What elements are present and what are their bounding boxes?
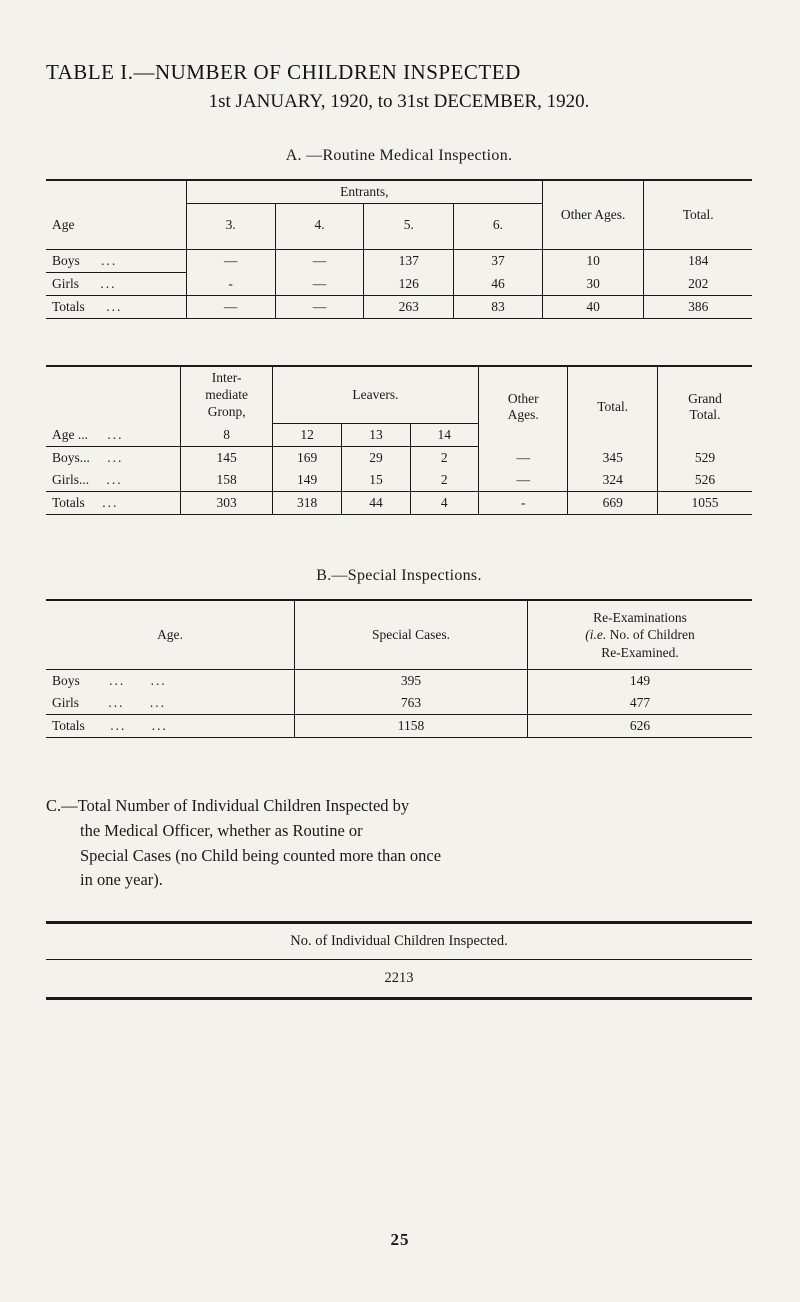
page-title: TABLE I.—NUMBER OF CHILDREN INSPECTED [46,60,521,84]
header-cell-leavers: Leavers. [272,366,478,424]
cell-boys-reexam: 149 [528,670,753,693]
cell-girls-total: 202 [644,273,752,296]
cell-girls-intermediate: 158 [181,469,273,492]
cell-girls-12: 149 [272,469,341,492]
row-dots: ... [102,495,119,511]
header-cell-age-5: 5. [364,204,454,250]
cell-boys-total: 184 [644,250,752,273]
cell-totals-4: — [275,296,364,319]
row-label-boys: Boys ... ... [52,673,167,689]
table-row-header-group [46,180,752,204]
table-individual-children [46,921,752,1000]
row-label-boys: Boys ... [46,250,186,273]
table-row-totals [46,715,752,738]
cell-girls-total: 324 [568,469,658,492]
table-row [46,692,752,715]
table-row-header-group [46,366,752,424]
cell-boys-14: 2 [410,447,478,470]
section-b-heading: B.—Special Inspections. [316,567,482,585]
header-cell-other-ages: Other Ages. [542,180,644,250]
header-cell-age: Age. [46,600,295,670]
cell-totals-reexam: 626 [528,715,753,738]
cell-boys-other: 10 [542,250,644,273]
table-row [46,250,752,273]
table-row-header [46,600,752,670]
header-cell-blank [46,180,186,204]
table-special-inspections [46,599,752,738]
row-dots-2: ... [151,718,168,734]
cell-boys-5: 137 [364,250,454,273]
row-dots-2: ... [149,695,166,711]
cell-girls-4: — [275,273,364,296]
table-row [46,670,752,693]
cell-totals-special: 1158 [295,715,528,738]
page-number: 25 [390,1230,410,1249]
header-cell-age: Age [52,216,75,232]
page-content [46,60,752,1000]
cell-boys-grand-total: 529 [657,447,752,470]
row-dots: ... [106,472,123,488]
cell-totals-3: — [186,296,275,319]
table-row-totals [46,296,752,319]
section-c-line-2: the Medical Officer, whether as Routine or [80,820,363,840]
cell-totals-intermediate: 303 [181,492,273,515]
row-dots: ... [106,299,123,314]
header-cell-age-8: 8 [181,424,273,447]
table-row-header [46,923,752,960]
table-row [46,273,752,296]
section-c-line-3: Special Cases (no Child being counted more than once [80,845,442,865]
header-cell-reexaminations: Re-Examinations (i.e. No. of Children Re-Examined. [528,600,753,670]
header-cell-entrants: Entrants, [186,180,542,204]
row-dots: ... [107,450,124,466]
row-dots: ... [109,673,126,689]
cell-individual-children-count: 2213 [46,960,752,999]
section-c-line-4: in one year). [80,870,163,890]
cell-girls-special: 763 [295,692,528,715]
cell-girls-other: 30 [542,273,644,296]
section-c-line-1: C.—Total Number of Individual Children Inspected by [46,796,410,816]
header-cell-other-ages: Other Ages. [478,366,568,447]
table-row [46,447,752,470]
header-cell-age: Age ... ... [46,424,181,447]
header-cell-age-13: 13 [342,424,410,447]
row-label-totals: Totals ... [46,492,181,515]
section-a-heading: A. —Routine Medical Inspection. [285,147,513,164]
cell-boys-total: 345 [568,447,658,470]
row-dots: ... [101,253,118,268]
header-cell-total: Total. [644,180,752,250]
cell-girls-other: — [478,469,568,492]
header-cell-age-12: 12 [272,424,341,447]
cell-totals-6: 83 [454,296,543,319]
cell-totals-12: 318 [272,492,341,515]
header-cell-intermediate-group: Inter- mediate Gronp, [181,366,273,424]
row-label-girls: Girls ... [52,276,117,291]
cell-boys-other: — [478,447,568,470]
table-row [46,960,752,999]
header-cell-age-6: 6. [454,204,543,250]
cell-totals-other: 40 [542,296,644,319]
cell-totals-other: - [478,492,568,515]
table-row-totals [46,492,752,515]
row-dots: ... [100,276,117,291]
row-dots: ... [110,718,127,734]
cell-totals-13: 44 [342,492,410,515]
cell-totals-total: 669 [568,492,658,515]
table-intermediate-leavers [46,365,752,515]
header-cell-total: Total. [568,366,658,447]
header-cell-age-14: 14 [410,424,478,447]
cell-boys-12: 169 [272,447,341,470]
cell-totals-total: 386 [644,296,752,319]
cell-girls-reexam: 477 [528,692,753,715]
page-subtitle: 1st JANUARY, 1920, to 31st DECEMBER, 1920. [208,91,590,112]
cell-girls-3: - [186,273,275,296]
row-label-girls: Girls ... ... [52,695,166,711]
header-cell-age-4: 4. [275,204,364,250]
header-cell-individual-children: No. of Individual Children Inspected. [46,923,752,960]
cell-totals-grand-total: 1055 [657,492,752,515]
header-dots: ... [107,426,124,442]
row-dots: ... [108,695,125,711]
cell-boys-6: 37 [454,250,543,273]
section-c-paragraph [46,794,752,893]
row-label-totals: Totals ... [46,296,186,319]
header-cell-blank [46,366,181,424]
table-row [46,469,752,492]
row-label-boys: Boys... ... [52,450,124,466]
cell-boys-intermediate: 145 [181,447,273,470]
header-cell-special-cases: Special Cases. [295,600,528,670]
cell-totals-5: 263 [364,296,454,319]
cell-girls-5: 126 [364,273,454,296]
row-dots-2: ... [150,673,167,689]
cell-girls-6: 46 [454,273,543,296]
cell-girls-13: 15 [342,469,410,492]
table-routine-medical-inspection [46,179,752,319]
cell-girls-14: 2 [410,469,478,492]
cell-boys-13: 29 [342,447,410,470]
row-label-totals: Totals ... ... [46,715,295,738]
cell-boys-special: 395 [295,670,528,693]
cell-boys-4: — [275,250,364,273]
row-label-girls: Girls... ... [52,472,123,488]
cell-totals-14: 4 [410,492,478,515]
header-cell-grand-total: Grand Total. [657,366,752,447]
header-cell-age-3: 3. [186,204,275,250]
cell-girls-grand-total: 526 [657,469,752,492]
cell-boys-3: — [186,250,275,273]
